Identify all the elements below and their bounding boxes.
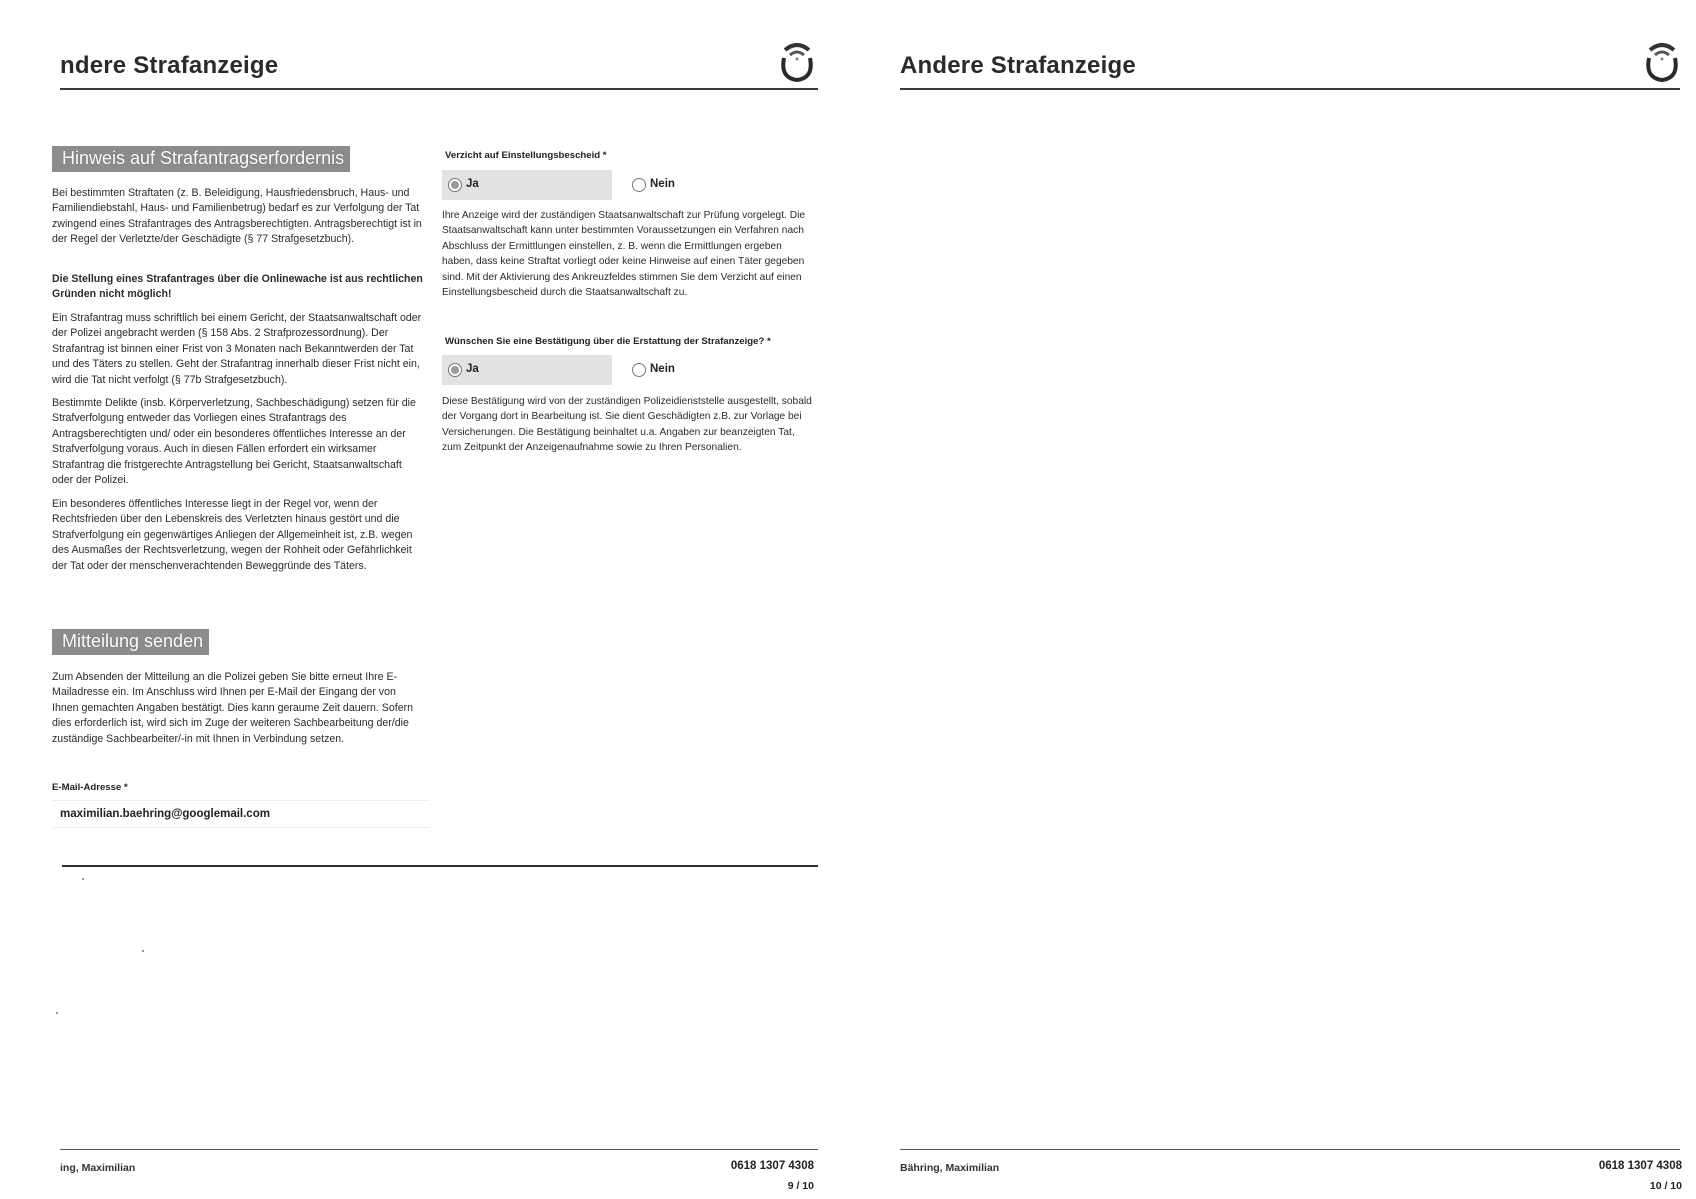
section-heading-mitteilung: Mitteilung senden	[52, 629, 209, 655]
waiver-description: Ihre Anzeige wird der zuständigen Staatsanwaltschaft zur Prüfung vorgelegt. Die Staatsanwaltschaft kann unter bestimmten Voraussetzungen ein Verfahren nach Abschluss der Ermittlungen einstellen, z. B. wenn die Ermittlungen ergeben haben, dass keine Straftat vorliegt oder keine Hinweise auf einen Täter gegeben sind. Mit der Aktivierung des Ankreuzfeldes stimmen Sie dem Verzicht auf einen Einstellungsbescheid durch die Staatsanwaltschaft zu.	[442, 210, 805, 299]
footer-reference-number: 0618 1307 4308	[1598, 1160, 1682, 1172]
paragraph: Zum Absenden der Mitteilung an die Polizei geben Sie bitte erneut Ihre E-Mailadresse ein. Im Anschluss wird Ihnen per E-Mail der Eingang der von Ihnen gemachten Angaben bestätigt. Dies kann geraume Zeit dauern. Sofern dies erforderlich ist, wird sich im Zuge der weiteren Sachbearbeitung der/die zuständige Sachbearbeiter/-in mit Ihnen in Verbindung setzen.	[52, 671, 414, 745]
paragraph: Bei bestimmten Straftaten (z. B. Beleidigung, Hausfriedensbruch, Haus- und Familiendiebstahl, Haus- und Familienbetrug) bedarf es zur Verfolgung der Tat zwingend eines Strafantrages des Antragsberechtigten. Antragsberechtigt ist in der Regel der Verletzte/der Geschädigte (§ 77 Strafgesetzbuch).	[52, 187, 422, 246]
email-input[interactable]: maximilian.baehring@googlemail.com	[52, 800, 430, 828]
page-title: Andere Strafanzeige	[900, 52, 1136, 79]
footer-name: Bähring, Maximilian	[900, 1162, 1000, 1174]
police-emblem-icon	[777, 38, 817, 84]
footer-page-number: 10 / 10	[1649, 1180, 1682, 1192]
footer-divider	[900, 1149, 1680, 1150]
confirmation-option-ja-label: Ja	[466, 363, 479, 375]
paragraph-warning: Die Stellung eines Strafantrages über die Onlinewache ist aus rechtlichen Gründen nicht möglich!	[52, 273, 423, 301]
paragraph: Ein besonderes öffentliches Interesse liegt in der Regel vor, wenn der Rechtsfrieden über den Lebenskreis des Verletzten hinaus gestört und die Strafverfolgung ein gegenwärtiges Anliegen der Allgemeinheit ist, z.B. wegen des Ausmaßes der Rechtsverletzung, wegen der Rohheit oder Gefährlichkeit der Tat oder der menschenverachtenden Beweggründe des Täters.	[52, 498, 413, 572]
scan-speck	[56, 1012, 58, 1014]
police-emblem-icon	[1642, 38, 1682, 84]
waiver-option-ja-label: Ja	[466, 178, 479, 190]
paragraph: Ein Strafantrag muss schriftlich bei einem Gericht, der Staatsanwaltschaft oder der Polizei angebracht werden (§ 158 Abs. 2 Strafprozessordnung). Der Strafantrag ist binnen einer Frist von 3 Monaten nach Bekanntwerden der Tat und des Täters zu stellen. Geht der Strafantrag innerhalb dieser Frist nicht ein, wird die Tat nicht verfolgt (§ 77b Strafgesetzbuch).	[52, 312, 422, 386]
footer-reference-number: 0618 1307 4308	[730, 1160, 814, 1172]
footer-divider	[60, 1149, 818, 1150]
waiver-radio-ja[interactable]	[448, 178, 462, 192]
scan-speck	[82, 878, 84, 880]
waiver-radio-nein[interactable]	[632, 178, 646, 192]
waiver-option-nein-label: Nein	[650, 178, 675, 190]
confirmation-radio-ja[interactable]	[448, 363, 462, 377]
paragraph: Bestimmte Delikte (insb. Körperverletzung, Sachbeschädigung) setzen für die Strafverfolgung entweder das Vorliegen eines Strafantrags des Antragsberechtigten und/ oder ein besonderes öffentliches Interesse an der Strafverfolgung voraus. Auch in diesen Fällen erfordert ein wirksamer Strafantrag die fristgerechte Antragstellung bei Gericht, Staatsanwaltschaft oder der Polizei.	[52, 397, 416, 487]
section-divider	[62, 865, 818, 867]
scan-speck	[142, 950, 144, 952]
waiver-radio-group	[442, 170, 812, 200]
left-column	[52, 0, 423, 900]
confirmation-radio-nein[interactable]	[632, 363, 646, 377]
confirmation-description: Diese Bestätigung wird von der zuständigen Polizeidienststelle ausgestellt, sobald der Vorgang dort in Bearbeitung ist. Sie dient Geschädigten z.B. zur Vorlage bei Versicherungen. Die Bestätigung beinhaltet u.a. Angaben zur beanzeigten Tat, zum Zeitpunkt der Anzeigenaufnahme sowie zu Ihren Personalien.	[442, 396, 812, 454]
confirmation-option-nein-label: Nein	[650, 363, 675, 375]
section-heading-strafantrag: Hinweis auf Strafantragserfordernis	[52, 146, 350, 172]
page-title: ndere Strafanzeige	[60, 52, 279, 79]
footer-page-number: 9 / 10	[787, 1180, 814, 1192]
page-10	[848, 0, 1696, 1199]
footer-name: ing, Maximilian	[60, 1162, 136, 1174]
confirmation-radio-group	[442, 355, 812, 385]
waiver-label: Verzicht auf Einstellungsbescheid *	[445, 150, 607, 161]
email-label: E-Mail-Adresse *	[52, 782, 128, 793]
confirmation-label: Wünschen Sie eine Bestätigung über die Erstattung der Strafanzeige? *	[445, 336, 771, 347]
header-divider	[900, 88, 1680, 90]
